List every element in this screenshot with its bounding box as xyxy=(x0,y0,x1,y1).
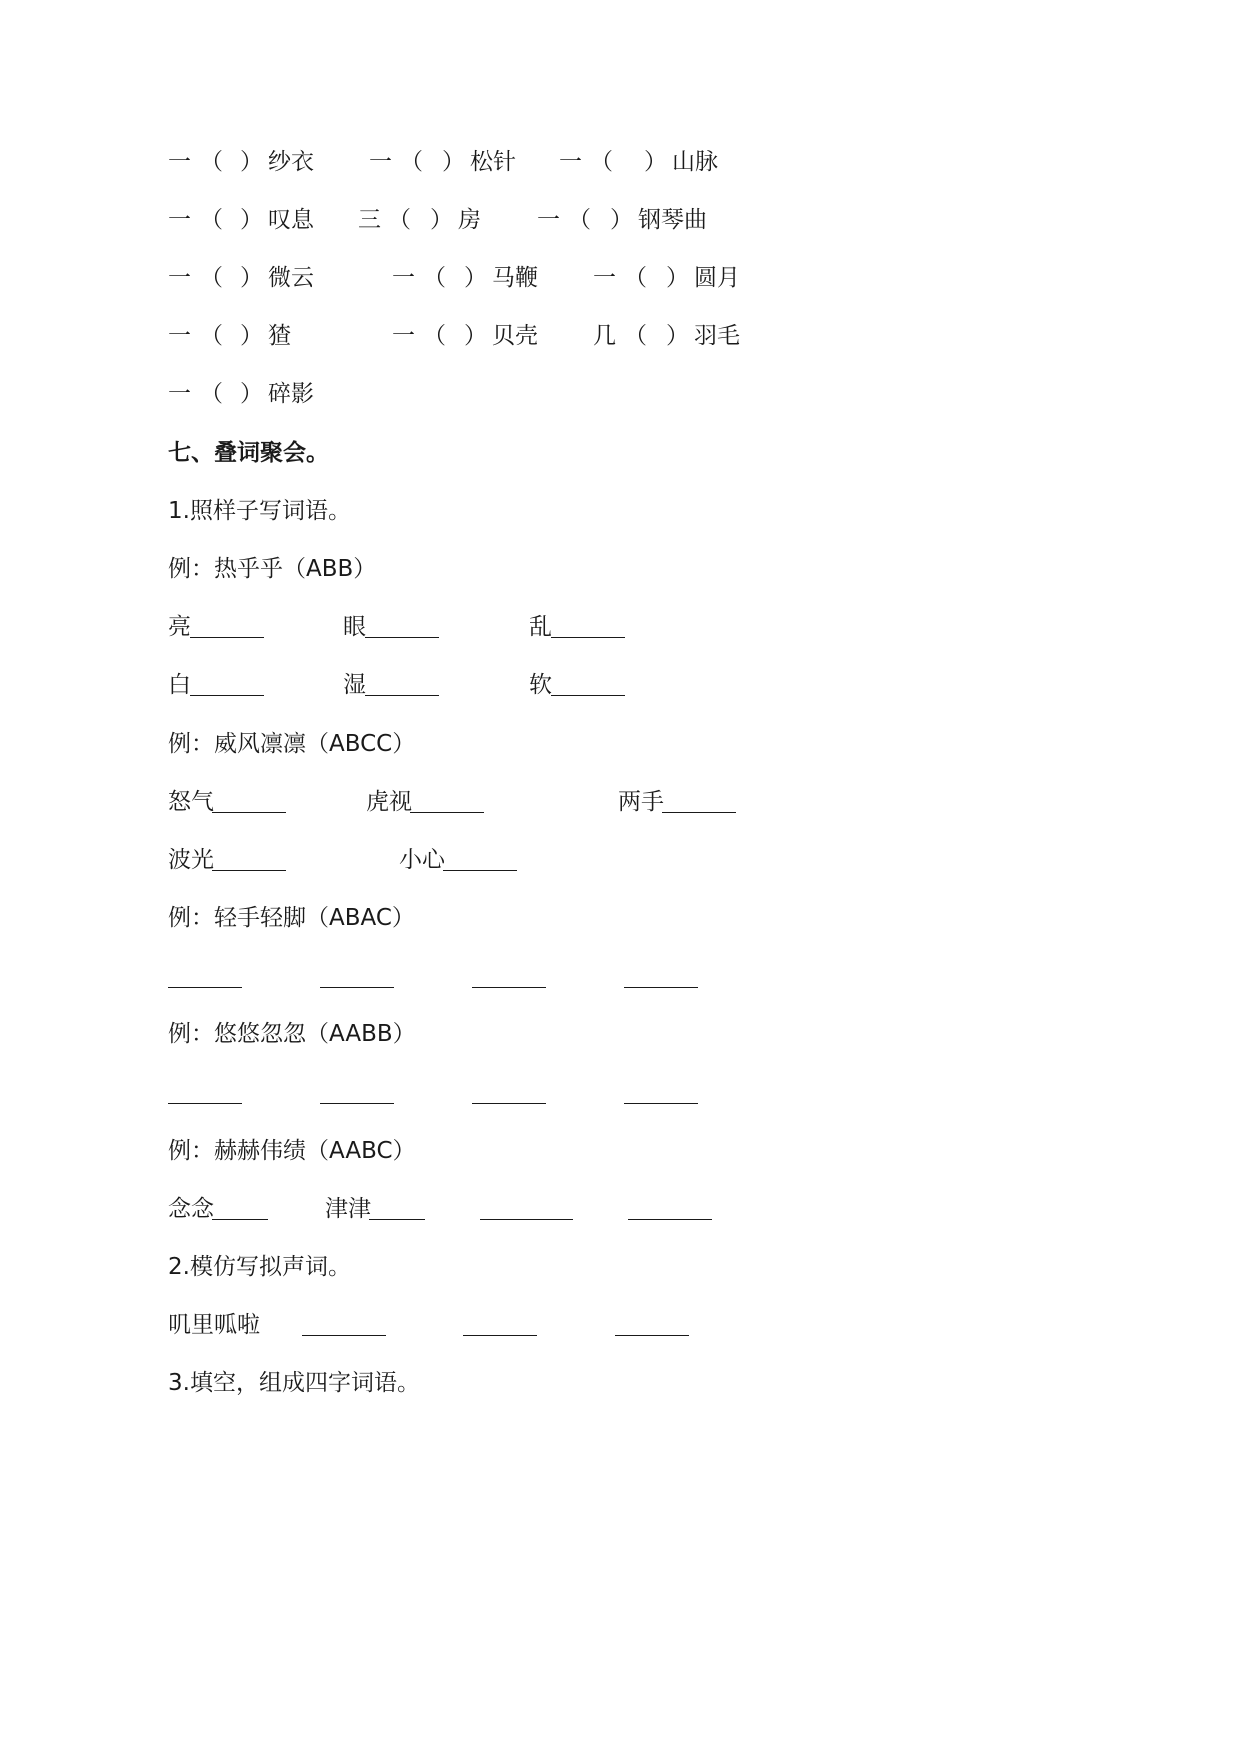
example-aabb: 例：悠悠忽忽（AABB） xyxy=(168,1021,416,1047)
answer-blank[interactable] xyxy=(168,957,242,997)
mw-close-paren: ） xyxy=(644,149,667,175)
mw-close-paren: ） xyxy=(430,207,453,233)
abcc-prefix: 波光 xyxy=(168,847,214,873)
example-abcc: 例：威风凛凛（ABCC） xyxy=(168,731,416,757)
mw-word: 松针 xyxy=(470,149,516,175)
mw-word: 碎影 xyxy=(268,381,314,407)
aabb-blank-row xyxy=(0,1073,1241,1113)
question-title-row xyxy=(0,491,1241,531)
measure-word-row xyxy=(0,258,1241,298)
mw-close-paren: ） xyxy=(666,265,689,291)
answer-blank[interactable] xyxy=(369,1189,425,1229)
mw-word: 纱衣 xyxy=(268,149,314,175)
abcc-prefix: 怒气 xyxy=(168,789,214,815)
measure-word-row xyxy=(0,374,1241,414)
mw-open-paren: （ xyxy=(200,265,223,291)
example-row xyxy=(0,898,1241,938)
example-row xyxy=(0,1131,1241,1171)
mw-lead: 一 xyxy=(392,323,415,349)
q3-title: 3.填空，组成四字词语。 xyxy=(168,1370,420,1396)
answer-blank[interactable] xyxy=(624,1073,698,1113)
example-aabc: 例：赫赫伟绩（AABC） xyxy=(168,1138,416,1164)
mw-open-paren: （ xyxy=(200,207,223,233)
mw-lead: 一 xyxy=(559,149,582,175)
section-heading-row xyxy=(0,433,1241,473)
example-row xyxy=(0,724,1241,764)
abcc-row xyxy=(0,840,1241,880)
section-title: 七、叠词聚会。 xyxy=(168,440,329,466)
mw-close-paren: ） xyxy=(464,323,487,349)
answer-blank[interactable] xyxy=(190,607,264,647)
mw-open-paren: （ xyxy=(388,207,411,233)
abb-prefix: 亮 xyxy=(168,614,191,640)
abcc-row xyxy=(0,782,1241,822)
abcc-prefix: 小心 xyxy=(399,847,445,873)
mw-lead: 一 xyxy=(392,265,415,291)
abb-prefix: 白 xyxy=(168,672,191,698)
abb-row xyxy=(0,665,1241,705)
aabc-row xyxy=(0,1189,1241,1229)
aabc-prefix: 津津 xyxy=(325,1196,371,1222)
measure-word-row xyxy=(0,142,1241,182)
answer-blank[interactable] xyxy=(410,782,484,822)
mw-lead: 一 xyxy=(369,149,392,175)
q2-title: 2.模仿写拟声词。 xyxy=(168,1254,351,1280)
mw-word: 叹息 xyxy=(268,207,314,233)
mw-word: 马鞭 xyxy=(492,265,538,291)
answer-blank[interactable] xyxy=(302,1305,386,1345)
mw-word: 房 xyxy=(458,207,481,233)
answer-blank[interactable] xyxy=(212,1189,268,1229)
mw-close-paren: ） xyxy=(464,265,487,291)
mw-close-paren: ） xyxy=(442,149,465,175)
onomatopoeia-row xyxy=(0,1305,1241,1345)
example-row xyxy=(0,1014,1241,1054)
mw-close-paren: ） xyxy=(666,323,689,349)
mw-word: 贝壳 xyxy=(492,323,538,349)
example-abb: 例：热乎乎（ABB） xyxy=(168,556,377,582)
mw-lead: 三 xyxy=(358,207,381,233)
answer-blank[interactable] xyxy=(443,840,517,880)
question-title-row xyxy=(0,1247,1241,1287)
mw-lead: 一 xyxy=(168,381,191,407)
question-title-row xyxy=(0,1363,1241,1403)
abb-prefix: 眼 xyxy=(343,614,366,640)
mw-lead: 一 xyxy=(593,265,616,291)
mw-open-paren: （ xyxy=(423,265,446,291)
mw-close-paren: ） xyxy=(240,265,263,291)
mw-word: 羽毛 xyxy=(694,323,740,349)
answer-blank[interactable] xyxy=(212,782,286,822)
aabc-prefix: 念念 xyxy=(168,1196,214,1222)
answer-blank[interactable] xyxy=(190,665,264,705)
answer-blank[interactable] xyxy=(662,782,736,822)
abb-prefix: 湿 xyxy=(343,672,366,698)
mw-open-paren: （ xyxy=(200,381,223,407)
measure-word-row xyxy=(0,200,1241,240)
mw-lead: 一 xyxy=(168,265,191,291)
answer-blank[interactable] xyxy=(472,957,546,997)
example-row xyxy=(0,549,1241,589)
mw-open-paren: （ xyxy=(200,149,223,175)
answer-blank[interactable] xyxy=(320,957,394,997)
mw-lead: 一 xyxy=(168,149,191,175)
abb-prefix: 乱 xyxy=(529,614,552,640)
abb-prefix: 软 xyxy=(529,672,552,698)
mw-open-paren: （ xyxy=(423,323,446,349)
answer-blank[interactable] xyxy=(551,665,625,705)
answer-blank[interactable] xyxy=(615,1305,689,1345)
mw-word: 猹 xyxy=(268,323,291,349)
answer-blank[interactable] xyxy=(212,840,286,880)
answer-blank[interactable] xyxy=(365,607,439,647)
abcc-prefix: 虎视 xyxy=(366,789,412,815)
answer-blank[interactable] xyxy=(168,1073,242,1113)
mw-word: 圆月 xyxy=(694,265,740,291)
q1-title: 1.照样子写词语。 xyxy=(168,498,351,524)
abac-blank-row xyxy=(0,957,1241,997)
mw-word: 钢琴曲 xyxy=(638,207,707,233)
answer-blank[interactable] xyxy=(551,607,625,647)
answer-blank[interactable] xyxy=(365,665,439,705)
mw-close-paren: ） xyxy=(240,207,263,233)
answer-blank[interactable] xyxy=(320,1073,394,1113)
mw-word: 山脉 xyxy=(672,149,718,175)
mw-lead: 一 xyxy=(537,207,560,233)
example-abac: 例：轻手轻脚（ABAC） xyxy=(168,905,415,931)
answer-blank[interactable] xyxy=(624,957,698,997)
mw-open-paren: （ xyxy=(624,265,647,291)
mw-lead: 几 xyxy=(593,323,616,349)
mw-close-paren: ） xyxy=(240,149,263,175)
mw-open-paren: （ xyxy=(624,323,647,349)
mw-lead: 一 xyxy=(168,323,191,349)
mw-open-paren: （ xyxy=(400,149,423,175)
mw-close-paren: ） xyxy=(240,381,263,407)
abcc-prefix: 两手 xyxy=(618,789,664,815)
mw-word: 微云 xyxy=(268,265,314,291)
mw-open-paren: （ xyxy=(568,207,591,233)
mw-open-paren: （ xyxy=(200,323,223,349)
answer-blank[interactable] xyxy=(472,1073,546,1113)
abb-row xyxy=(0,607,1241,647)
mw-close-paren: ） xyxy=(240,323,263,349)
onomatopoeia-example: 叽里呱啦 xyxy=(168,1312,260,1338)
measure-word-row xyxy=(0,316,1241,356)
answer-blank[interactable] xyxy=(628,1189,712,1229)
mw-open-paren: （ xyxy=(590,149,613,175)
answer-blank[interactable] xyxy=(480,1189,573,1229)
mw-close-paren: ） xyxy=(610,207,633,233)
mw-lead: 一 xyxy=(168,207,191,233)
answer-blank[interactable] xyxy=(463,1305,537,1345)
